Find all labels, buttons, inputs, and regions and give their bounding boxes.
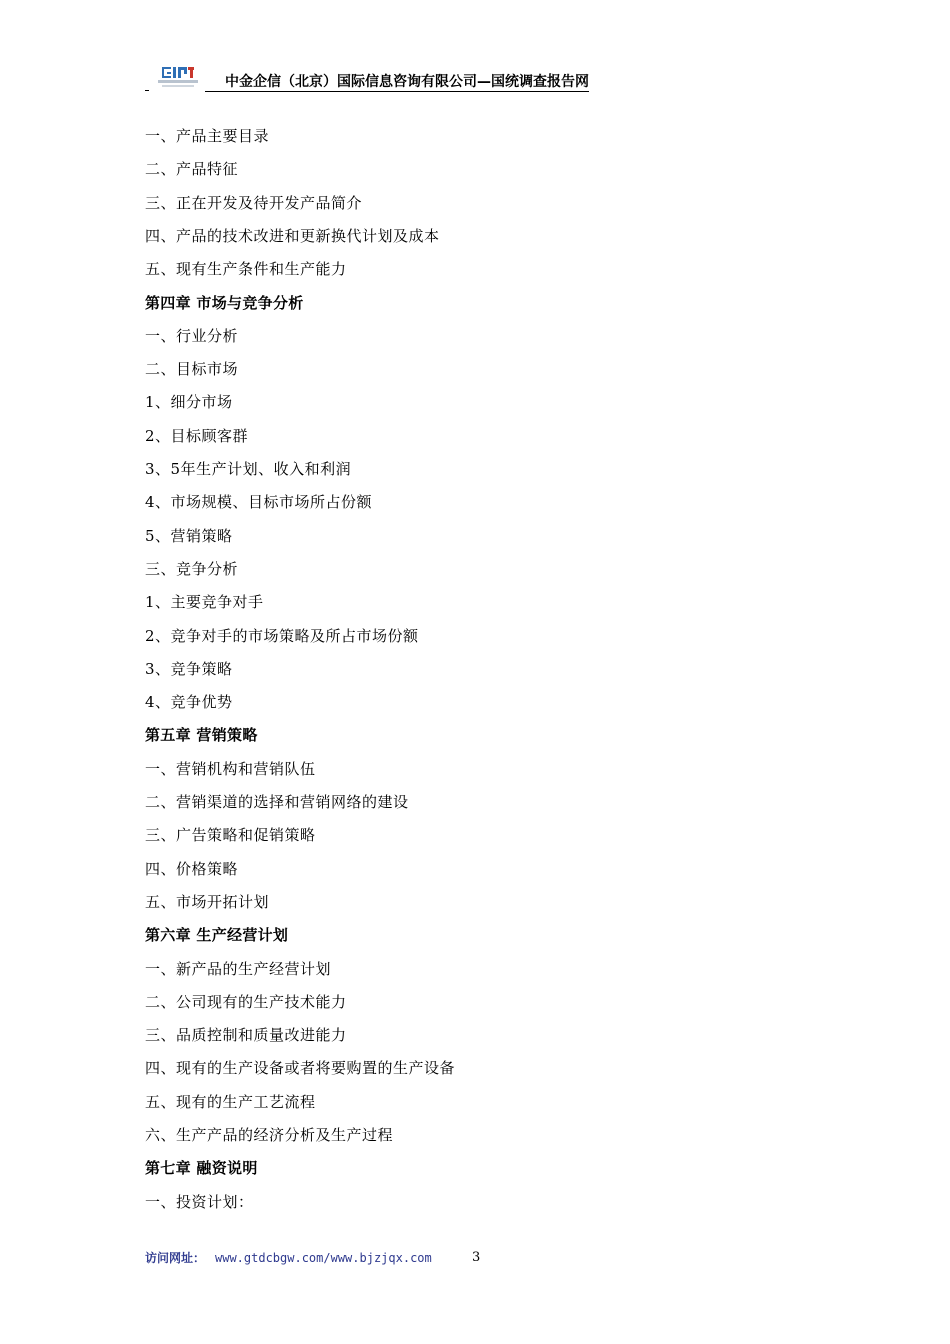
chapter-heading: 第七章 融资说明 — [145, 1159, 258, 1178]
outline-item: 三、竞争分析 — [145, 559, 239, 578]
company-logo — [158, 66, 198, 88]
outline-item: 1、主要竞争对手 — [145, 593, 264, 612]
outline-item: 五、现有生产条件和生产能力 — [145, 260, 347, 279]
header-rule — [145, 90, 149, 91]
outline-item: 3、5年生产计划、收入和利润 — [145, 460, 352, 478]
footer-url-link[interactable]: www.gtdcbgw.com/www.bjzjqx.com — [215, 1251, 432, 1265]
outline-item: 一、投资计划： — [145, 1192, 254, 1211]
logo-mark-icon — [162, 66, 194, 79]
page-header — [145, 66, 665, 94]
chapter-heading: 第五章 营销策略 — [145, 726, 258, 745]
outline-item: 2、竞争对手的市场策略及所占市场份额 — [145, 626, 419, 645]
outline-item: 三、广告策略和促销策略 — [145, 826, 316, 845]
outline-item: 三、正在开发及待开发产品简介 — [145, 193, 363, 212]
outline-item: 一、行业分析 — [145, 326, 239, 345]
header-title: 中金企信（北京）国际信息咨询有限公司—国统调查报告网 — [205, 73, 589, 92]
outline-item: 5、营销策略 — [145, 526, 233, 545]
chapter-heading: 第六章 生产经营计划 — [145, 926, 289, 945]
outline-item: 六、生产产品的经济分析及生产过程 — [145, 1126, 394, 1144]
outline-item: 2、目标顾客群 — [145, 426, 249, 445]
outline-item: 五、市场开拓计划 — [145, 892, 270, 911]
outline-item: 一、营销机构和营销队伍 — [145, 759, 316, 778]
chapter-heading: 第四章 市场与竞争分析 — [145, 293, 304, 312]
outline-item: 4、市场规模、目标市场所占份额 — [145, 493, 373, 512]
outline-item: 3、竞争策略 — [145, 659, 233, 678]
outline-item: 二、目标市场 — [145, 360, 239, 379]
outline-item: 五、现有的生产工艺流程 — [145, 1092, 316, 1111]
outline-item: 二、营销渠道的选择和营销网络的建设 — [145, 793, 409, 811]
logo-caption-bar — [158, 80, 198, 83]
page-footer — [145, 1250, 545, 1268]
outline-item: 4、竞争优势 — [145, 693, 233, 712]
outline-item: 四、价格策略 — [145, 859, 239, 878]
outline-item: 二、公司现有的生产技术能力 — [145, 992, 347, 1011]
outline-item: 一、新产品的生产经营计划 — [145, 959, 332, 978]
outline-item: 四、产品的技术改进和更新换代计划及成本 — [145, 226, 440, 245]
page-number: 3 — [472, 1250, 481, 1265]
logo-url-bar — [162, 85, 194, 87]
outline-item: 一、产品主要目录 — [145, 127, 270, 145]
outline-item: 二、产品特征 — [145, 160, 239, 179]
outline-item: 四、现有的生产设备或者将要购置的生产设备 — [145, 1059, 456, 1078]
outline-item: 三、品质控制和质量改进能力 — [145, 1026, 347, 1045]
footer-label: 访问网址： — [145, 1251, 206, 1265]
outline-item: 1、细分市场 — [145, 393, 233, 412]
